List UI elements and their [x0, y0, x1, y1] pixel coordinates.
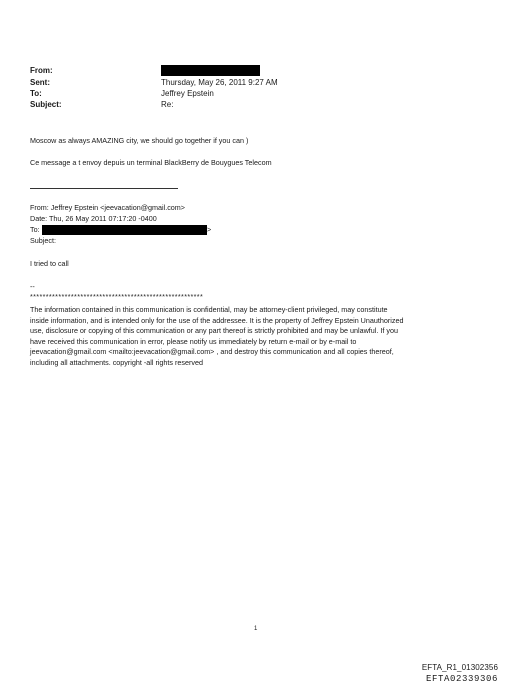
separator-line — [30, 188, 178, 189]
body-line-2: Ce message a t envoy depuis un terminal BlackBerry de Bouygues Telecom — [30, 158, 272, 167]
bates-number-secondary: EFTA02339306 — [425, 674, 498, 684]
bates-number-primary: EFTA_R1_01302356 — [421, 663, 498, 672]
disclaimer-line: The information contained in this communication is confidential, may be attorney-client privileged, may constitute — [30, 305, 388, 314]
confidentiality-disclaimer — [30, 305, 490, 368]
disclaimer-line: jeevacation@gmail.com <mailto:jeevacation@gmail.com> , and destroy this communication and all copies thereof, — [30, 347, 394, 356]
disclaimer-line: have received this communication in error, please notify us immediately by return e-mail or by e-mail to — [30, 336, 357, 346]
body-line-1: Moscow as always AMAZING city, we should go together if you can ) — [30, 136, 249, 145]
signature-dashes: -- — [30, 282, 35, 291]
quoted-from: From: Jeffrey Epstein <jeevacation@gmail.com> — [30, 203, 185, 212]
quoted-date: Date: Thu, 26 May 2011 07:17:20 -0400 — [30, 214, 157, 223]
sent-value: Thursday, May 26, 2011 9:27 AM — [161, 78, 278, 87]
disclaimer-line: including all attachments. copyright -all rights reserved — [30, 357, 203, 367]
quoted-message: I tried to call — [30, 259, 69, 268]
quoted-to-suffix: > — [207, 225, 212, 234]
subject-value: Re: — [161, 100, 174, 109]
signature-stars: ******************************************************* — [30, 292, 204, 301]
disclaimer-line: inside information, and is intended only for the use of the addressee. It is the property of Jeffrey Epstein Unauthorized — [30, 315, 404, 325]
disclaimer-line: use, disclosure or copying of this communication or any part thereof is strictly prohibited and may be unlawful. If you — [30, 326, 398, 335]
page-number: 1 — [254, 626, 258, 632]
redaction-bar — [161, 65, 260, 76]
quoted-subject: Subject: — [30, 236, 56, 245]
to-value: Jeffrey Epstein — [161, 89, 214, 98]
redaction-bar — [42, 225, 207, 235]
to-label: To: — [30, 89, 42, 98]
quoted-to-row — [30, 225, 40, 235]
from-label: From: — [30, 66, 53, 75]
quoted-to-label: To: — [30, 225, 40, 234]
subject-label: Subject: — [30, 100, 62, 109]
sent-label: Sent: — [30, 78, 50, 87]
